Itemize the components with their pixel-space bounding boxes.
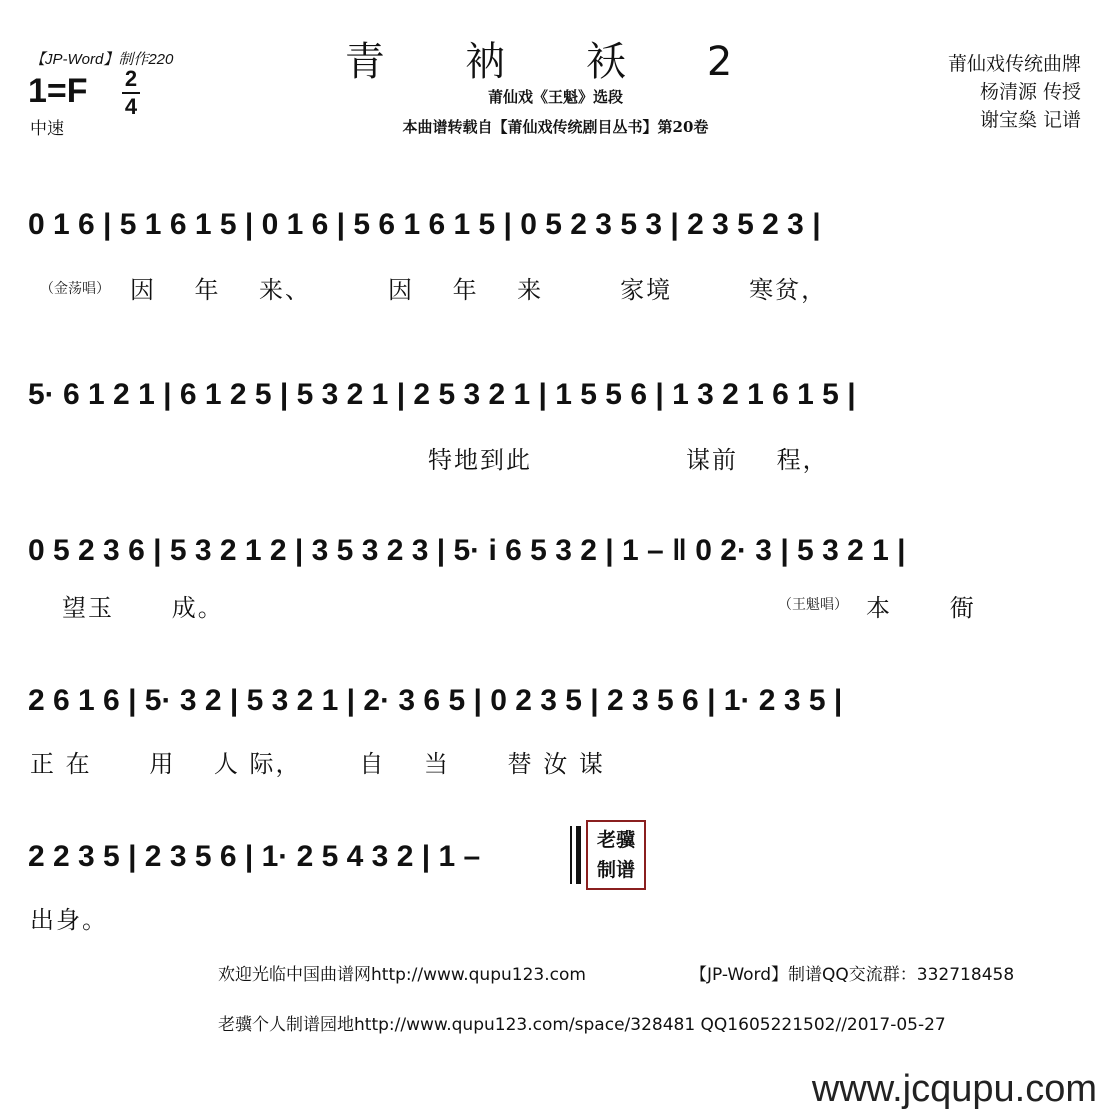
song-title: 青 衲 袄 2 (344, 39, 767, 85)
song-subtitle: 莆仙戏《王魁》选段 (487, 88, 623, 106)
lyrics-row-4: 正 在 用 人 际， 自 当 替 汝 谋 (30, 750, 605, 778)
credit-line: 谢宝燊 记谱 (979, 109, 1081, 131)
key-signature: 1=F (28, 72, 88, 110)
final-barline (570, 826, 581, 884)
footer-personal-link[interactable]: 老骥个人制谱园地http://www.qupu123.com/space/328481 QQ1605221502//2017-05-27 (218, 1015, 946, 1035)
footer-website-link[interactable]: 欢迎光临中国曲谱网http://www.qupu123.com (218, 965, 586, 985)
singer-label: （王魁唱） (778, 597, 848, 613)
stamp-line: 老骥 (596, 829, 635, 851)
lyrics-row-1: 因 年 来、 因 年 来 家境 寒贫， (130, 276, 828, 304)
maker-label: 【JP-Word】制作220 (30, 51, 174, 68)
notation-row-3: 0 5 2 3 6 | 5 3 2 1 2 | 3 5 3 2 3 | 5· i 6 5 3 2 | 1 – ‖ 0 2· 3 | 5 3 2 1 | (28, 534, 906, 567)
credits (948, 50, 1081, 134)
site-watermark: www.jcqupu.com (811, 1068, 1097, 1110)
time-signature (122, 66, 140, 120)
source-note: 本曲谱转载自【莆仙戏传统剧目丛书】第20卷 (402, 118, 709, 136)
lyrics-row-3-cont: 本 衙 (866, 594, 976, 622)
lyrics-row-5: 出身。 (30, 906, 108, 934)
stamp-line: 制谱 (596, 859, 635, 881)
tempo-marking: 中速 (30, 119, 64, 139)
maker-stamp (586, 820, 646, 890)
credit-line: 杨清源 传授 (979, 81, 1081, 103)
singer-label: （金荡唱） (40, 281, 110, 297)
footer-qq-group: 【JP-Word】制谱QQ交流群：332718458 (690, 965, 1015, 985)
lyrics-row-2: 特地到此 谋前 程， (428, 446, 829, 474)
notation-row-2: 5· 6 1 2 1 | 6 1 2 5 | 5 3 2 1 | 2 5 3 2 1 | 1 5 5 6 | 1 3 2 1 6 1 5 | (28, 378, 856, 411)
time-signature-top: 2 (124, 66, 138, 91)
notation-row-4: 2 6 1 6 | 5· 3 2 | 5 3 2 1 | 2· 3 6 5 | 0 2 3 5 | 2 3 5 6 | 1· 2 3 5 | (28, 684, 843, 717)
notation-row-1: 0 1 6 | 5 1 6 1 5 | 0 1 6 | 5 6 1 6 1 5 | 0 5 2 3 5 3 | 2 3 5 2 3 | (28, 208, 821, 241)
time-signature-bottom: 4 (124, 94, 138, 119)
lyrics-row-3: 望玉 成。 (62, 594, 224, 622)
credit-line: 莆仙戏传统曲牌 (947, 53, 1081, 75)
notation-row-5: 2 2 3 5 | 2 3 5 6 | 1· 2 5 4 3 2 | 1 – (28, 840, 481, 873)
